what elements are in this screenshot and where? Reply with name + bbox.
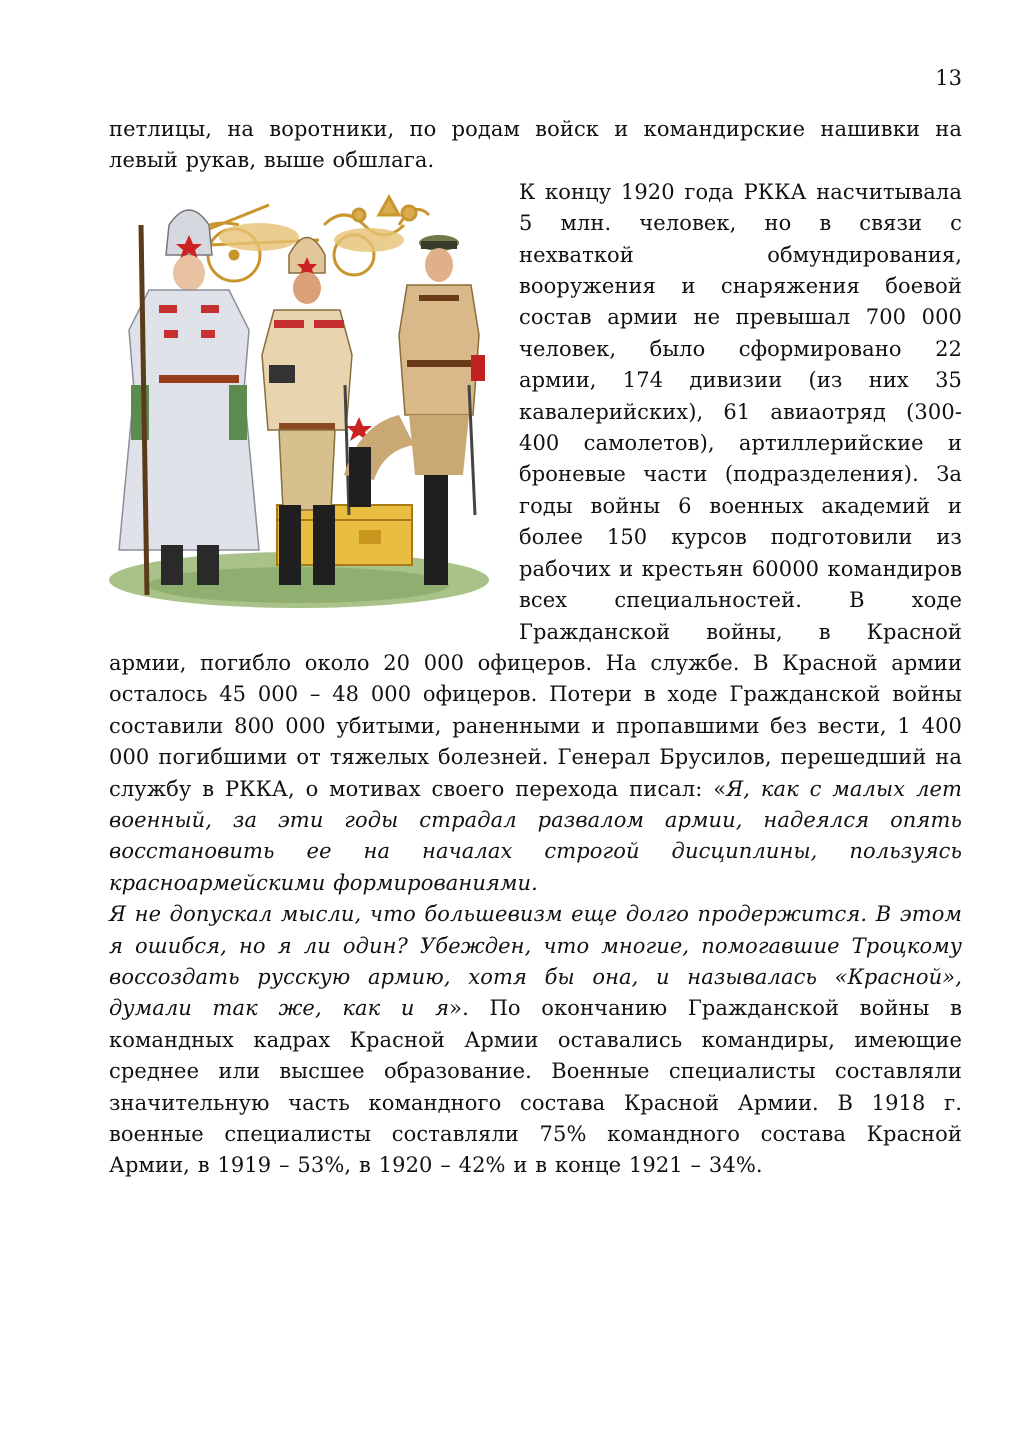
paragraph-main-text: К концу 1920 года РККА насчитывала 5 млн. человек, но в связи с нехваткой обмундирования, вооружения и снаряжения боевой состав армии не превышал 700 000 человек, было сформировано 22 армии, 174 дивизии (из них 35 кавалерийских), 61 авиаотряд (300-400 самолетов), артиллерийские и броневые части (подразделения). За годы войны 6 военных академий и более 150 курсов подготовили из рабочих и крестьян 60000 командиров всех специальностей. В ходе Гражданской войны, в Красной армии, погибло около 20 000 офицеров. На службе. В Красной армии осталось 45 000 – 48 000 офицеров. Потери в ходе Гражданской войны составили 800 000 убитыми, раненными и пропавшими без вести, 1 400 000 погибшими от тяжелых болезней. Генерал Брусилов, перешедший на службу в РККА, о мотивах своего перехода писал: «	[109, 179, 962, 801]
red-army-soldiers-illustration	[109, 185, 497, 615]
paragraph-closing-text: ». По окончанию Гражданской войны в командных кадрах Красной Армии оставались командиры, имеющие среднее или высшее образование. Военные специалисты составляли значительную часть командного состава Красной Армии. В 1918 г. военные специалисты составляли 75% командного состава Красной Армии, в 1919 – 53%, в 1920 – 42% и в конце 1921 – 34%.	[109, 996, 962, 1178]
soldiers-drawing	[109, 185, 497, 615]
paragraph-continuation: петлицы, на воротники, по родам войск и командирские нашивки на левый рукав, выше обшлага.	[109, 117, 962, 173]
paragraph-quote-continuation	[109, 899, 962, 1182]
brusilov-quote-part-2: Я не допускал мысли, что большевизм еще долго продержится. В этом я ошибся, но я ли один? Убежден, что многие, помогавшие Троцкому воссоздать русскую армию, хотя бы она, и называлась «Красной», думали так же, как и я	[109, 902, 962, 1021]
brusilov-quote-part-1: Я, как с малых лет военный, за эти годы страдал развалом армии, надеялся опять восстановить ее на началах строгой дисциплины, пользуясь красноармейскими формированиями.	[109, 776, 962, 895]
page-number: 13	[935, 66, 962, 90]
body-text	[109, 114, 962, 1182]
